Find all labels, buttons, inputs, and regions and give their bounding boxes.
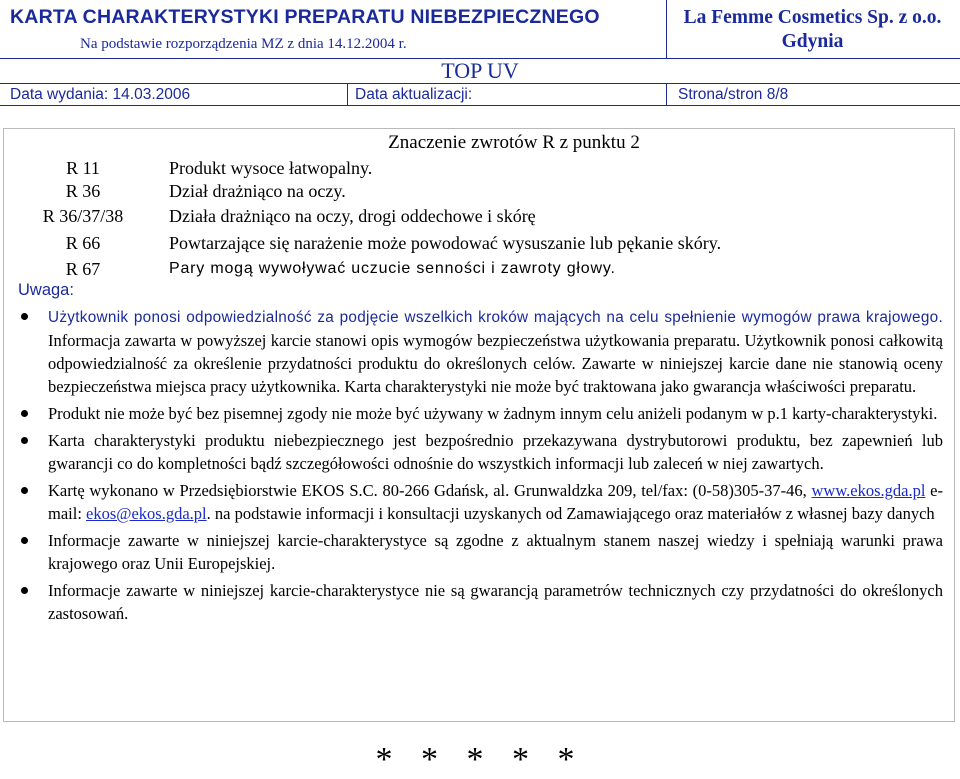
- r-phrase-text: Powtarzające się narażenie może powodować wysuszanie lub pękanie skóry.: [169, 233, 722, 253]
- r-phrase-text: Dział drażniąco na oczy.: [169, 181, 346, 201]
- product-name: TOP UV: [441, 58, 519, 83]
- r-phrase-code: R 36/37/38: [42, 206, 124, 226]
- bullet-icon: [21, 587, 28, 594]
- bullet-icon: [21, 410, 28, 417]
- note-item: [18, 579, 943, 625]
- note-text: . na podstawie informacji i konsultacji uzyskanych od Zamawiającego oraz materiałów z własnej bazy danych: [206, 504, 935, 523]
- website-link[interactable]: www.ekos.gda.pl: [811, 481, 926, 500]
- header-divider-vertical: [666, 83, 667, 105]
- document-dates-row: [0, 84, 960, 106]
- email-link[interactable]: ekos@ekos.gda.pl: [86, 504, 207, 523]
- bullet-icon: [21, 437, 28, 444]
- r-phrase-code: R 66: [65, 233, 101, 253]
- r-phrases-section: [3, 128, 955, 722]
- bullet-icon: [21, 537, 28, 544]
- note-text: Informacja zawarta w powyższej karcie stanowi opis wymogów bezpieczeństwa użytkowania preparatu. Użytkownik ponosi całkowitą odpowiedzialność za określenie przydatności produktu do określonych celów. Zawarte w niniejszej karcie dane nie stanowią oceny bezpieczeństwa miejsca pracy użytkownika. Karta charakterystyki nie może być traktowana jako gwarancja właściwości preparatu.: [48, 331, 943, 396]
- section-title: Znaczenie zwrotów R z punktu 2: [388, 132, 640, 153]
- header-divider: [0, 105, 960, 106]
- r-phrase-code: R 67: [65, 259, 101, 279]
- r-phrase-text: Działa drażniąco na oczy, drogi oddechowe i skórę: [169, 206, 536, 226]
- note-item: [18, 429, 943, 475]
- note-label: Uwaga:: [18, 281, 74, 299]
- r-phrase-text: Pary mogą wywoływać uczucie senności i zawroty głowy.: [169, 260, 616, 277]
- header-divider-vertical: [347, 83, 348, 105]
- issue-date: Data wydania: 14.03.2006: [10, 86, 191, 103]
- note-text: e-mail:: [48, 481, 944, 523]
- bullet-icon: [21, 313, 28, 320]
- document-header: [0, 0, 960, 105]
- note-item: [18, 402, 943, 425]
- note-text: Informacje zawarte w niniejszej karcie-charakterystyce są zgodne z aktualnym stanem naszej wiedzy i spełniają warunki prawa krajowego oraz Unii Europejskiej.: [48, 531, 943, 573]
- note-text: Produkt nie może być bez pisemnej zgody nie może być używany w żadnym innym celu aniżeli podanym w p.1 karty-charakterystyki.: [48, 404, 938, 423]
- note-item: [18, 479, 943, 525]
- note-text: Użytkownik ponosi odpowiedzialność za podjęcie wszelkich kroków mających na celu spełnienie wymogów prawa krajowego.: [48, 309, 943, 326]
- note-item: [18, 305, 943, 398]
- notes-list: [18, 305, 943, 629]
- company-name: [670, 6, 955, 54]
- r-phrase-code: R 36: [65, 181, 101, 201]
- company-city: Gdynia: [781, 31, 844, 52]
- update-date: Data aktualizacji:: [355, 86, 473, 103]
- bullet-icon: [21, 487, 28, 494]
- regulation-reference: Na podstawie rozporządzenia MZ z dnia 14.12.2004 r.: [80, 36, 407, 52]
- page-number: Strona/stron 8/8: [678, 86, 789, 103]
- note-item: [18, 529, 943, 575]
- r-phrase-text: Produkt wysoce łatwopalny.: [169, 158, 373, 178]
- document-title: KARTA CHARAKTERYSTYKI PREPARATU NIEBEZPIECZNEGO: [10, 6, 600, 28]
- note-text: Informacje zawarte w niniejszej karcie-charakterystyce nie są gwarancją parametrów technicznych czy przydatności do określonych zastosowań.: [48, 581, 943, 623]
- end-of-document-marker: * * * * *: [375, 741, 585, 778]
- header-divider-vertical: [666, 0, 667, 58]
- company-name-line1: La Femme Cosmetics Sp. z o.o.: [683, 7, 942, 28]
- note-text: Karta charakterystyki produktu niebezpiecznego jest bezpośrednio przekazywana dystrybutorowi produktu, bez zapewnień lub gwarancji co do kompletności bądź szczegółowości odnośnie do wszystkich informacji lub zaleceń w niej zawartych.: [48, 431, 943, 473]
- r-phrase-code: R 11: [66, 158, 100, 178]
- note-text: Kartę wykonano w Przedsiębiorstwie EKOS S.C. 80-266 Gdańsk, al. Grunwaldzka 209, tel/fax: (0-58)305-37-46,: [48, 481, 812, 500]
